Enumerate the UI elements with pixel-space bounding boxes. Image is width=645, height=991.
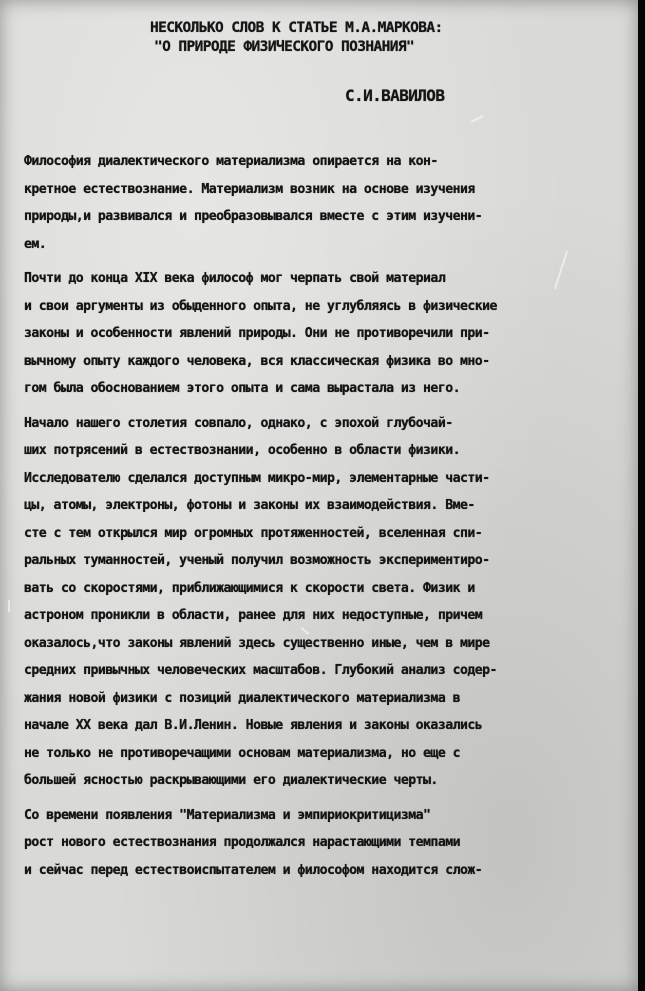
film-edge [638,0,645,991]
text-line: оказалось,что законы явлений здесь существенно иные, чем в мире [24,635,490,651]
text-line: вать со скоростями, приближающимися к скорости света. Физик и [24,580,475,596]
film-scratch [470,115,484,123]
text-line: ем. [24,236,47,252]
text-line: и сейчас перед естествоиспытателем и философом находится слож- [24,862,483,878]
text-line: сте с тем открылся мир огромных протяженностей, вселенная спи- [24,525,483,541]
text-line: ральных туманностей, ученый получил возможность экспериментиро- [24,553,490,568]
text-line: рост нового естествознания продолжался нарастающими темпами [24,835,460,850]
text-line: природы,и развивался и преобразовывался вместе с этим изучени- [24,209,483,224]
text-line: большей ясностью раскрывающими его диалектические черты. [24,773,438,788]
text-line: Исследователю сделался доступным микро-мир, элементарные части- [24,470,490,486]
text-line: Со времени появления "Материализма и эмпириокритицизма" [24,807,431,823]
title-line-1: НЕСКОЛЬКО СЛОВ К СТАТЬЕ М.А.МАРКОВА: [150,20,443,36]
text-line: и свои аргументы из обыденного опыта, не углубляясь в физические [24,298,497,314]
text-line: Начало нашего столетия совпало, однако, с эпохой глубочай- [24,415,453,431]
text-line: цы, атомы, электроны, фотоны и законы их взаимодействия. Вме- [24,498,475,513]
text-line: ших потрясений в естествознании, особенно в области физики. [24,443,460,458]
text-line: не только не противоречащими основам материализма, но еще с [24,745,460,761]
film-scratch [8,600,10,612]
text-line: средних привычных человеческих масштабов. Глубокий анализ содер- [24,663,497,678]
text-line: Почти до конца XIX века философ мог черпать свой материал [24,271,446,286]
author-name: С.И.ВАВИЛОВ [345,86,445,105]
text-line: кретное естествознание. Материализм возник на основе изучения [24,181,475,197]
text-line: астроном проникли в области, ранее для них недоступные, причем [24,608,483,623]
text-line: Философия диалектического материализма опирается на кон- [24,154,438,169]
text-line: жания новой физики с позиций диалектического материализма в [24,690,460,706]
text-line: законы и особенности явлений природы. Они не противоречили при- [24,326,490,341]
body-text [24,148,634,884]
title-line-2: "О ПРИРОДЕ ФИЗИЧЕСКОГО ПОЗНАНИЯ" [154,39,415,55]
text-line: гом была обоснованием этого опыта и сама вырастала из него. [24,381,460,396]
text-line: начале XX века дал В.И.Ленин. Новые явления и законы оказались [24,718,483,733]
text-line: вычному опыту каждого человека, вся классическая физика во мно- [24,353,490,369]
